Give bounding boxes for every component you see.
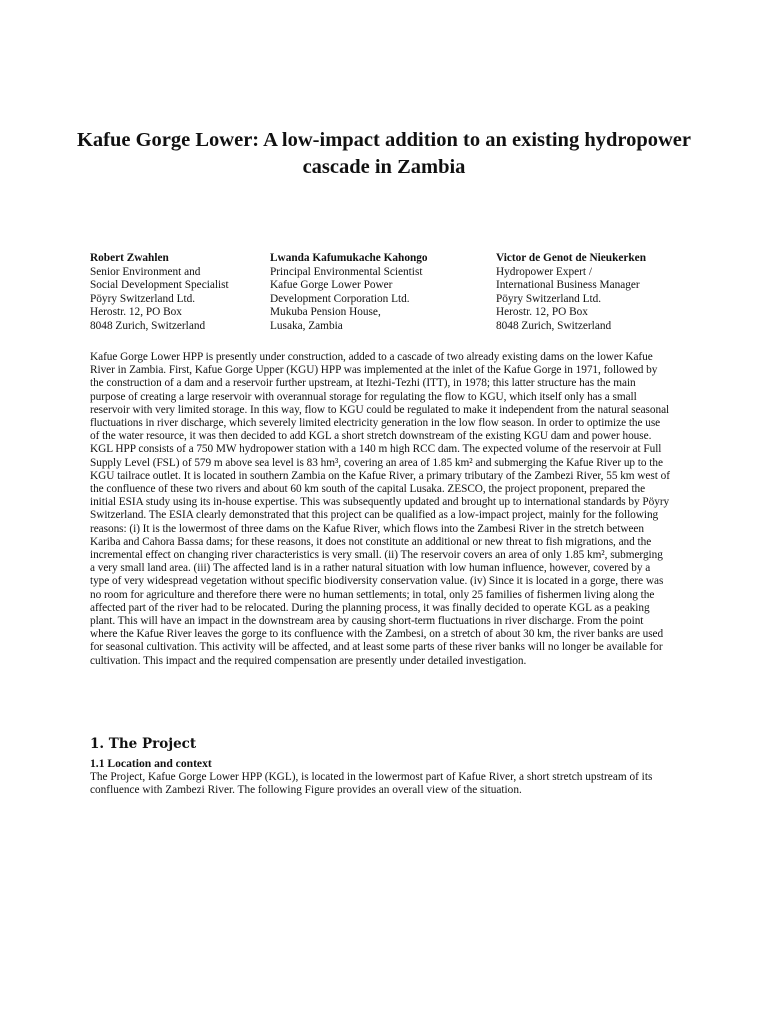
author-affiliation-line: Lusaka, Zambia xyxy=(270,319,343,332)
subsection-heading: 1.1 Location and context xyxy=(90,757,212,770)
author-affiliation-line: 8048 Zurich, Switzerland xyxy=(496,319,612,332)
author-affiliation-line: International Business Manager xyxy=(496,279,640,292)
author-name: Robert Zwahlen xyxy=(90,252,169,264)
author-affiliation-line: Pöyry Switzerland Ltd. xyxy=(496,292,602,305)
author-block xyxy=(90,252,690,334)
author-affiliation-line: Pöyry Switzerland Ltd. xyxy=(90,292,196,305)
author-affiliation-line: Principal Environmental Scientist xyxy=(270,265,423,278)
author-name: Lwanda Kafumukache Kahongo xyxy=(270,252,428,264)
author-affiliation-line: 8048 Zurich, Switzerland xyxy=(90,319,206,332)
author-affiliation-line: Hydropower Expert / xyxy=(496,265,592,278)
author-name: Victor de Genot de Nieukerken xyxy=(496,252,646,264)
section-heading: 1. The Project xyxy=(90,736,197,752)
author-affiliation-line: Mukuba Pension House, xyxy=(270,306,381,319)
author-affiliation-line: Social Development Specialist xyxy=(90,279,229,292)
abstract-paragraph: Kafue Gorge Lower HPP is presently under construction, added to a cascade of two already existing dams on the lower Kafue River in Zambia. First, Kafue Gorge Upper (KGU) HPP was implemented at the inlet of the Kafue Gorge in 1971, followed by the construction of a dam and a reservoir further upstream, at Itezhi-Tezhi (ITT), in 1978; this latter structure has the main purpose of creating a large reservoir with overannual storage for regulating the flow to KGU, which itself only has a small reservoir with very limited storage. In this way, flow to KGU could be regulated to make it independent from the natural seasonal fluctuations in river discharge, which severely limited electricity generation in the low flow season. In order to optimize the use of the water resource, it was then decided to add KGL a short stretch downstream of the existing KGU dam and power house. KGL HPP consists of a 750 MW hydropower station with a 140 m high RCC dam. The expected volume of the reservoir at Full Supply Level (FSL) of 579 m above sea level is 83 hm³, covering an area of 1.85 km² and submerging the Kafue River up to the KGU tailrace outlet. It is located in southern Zambia on the Kafue River, a primary tributary of the Zambezi River, 55 km west of the confluence of these two rivers and about 60 km south of the capital Lusaka. ZESCO, the project proponent, prepared the initial ESIA study using its in-house expertise. This was subsequently updated and brought up to international standards by Pöyry Switzerland. The ESIA clearly demonstrated that this project can be qualified as a low-impact project, mainly for the following reasons: (i) It is the lowermost of three dams on the Kafue River, which flows into the Zambesi River in the stretch between Kariba and Cahora Bassa dams; for these reasons, it does not constitute an additional or new threat to fish migrations, and the incremental effect on changing river characteristics is very small. (ii) The reservoir covers an area of only 1.85 km², submerging a very small land area. (iii) The affected land is in a rather natural situation with low human influence, however, covered by a type of very widespread vegetation without specific biodiversity conservation value. (iv) Since it is located in a gorge, there was no room for agriculture and therefore there were no human settlements; in total, only 25 families of fishermen living along the affected part of the river had to be relocated. During the planning process, it was finally decided to operate KGL as a peaking plant. This will have an impact in the downstream area by causing short-term fluctuations in river discharge. From the point where the Kafue River leaves the gorge to its confluence with the Zambesi, on a stretch of about 30 km, the river banks are used for seasonal cultivation. This activity will be affected, and at least some parts of these river banks will no longer be available for cultivation. This impact and the required compensation are presently under detailed investigation. xyxy=(90,351,670,667)
paper-title: Kafue Gorge Lower: A low-impact addition to an existing hydropower cascade in Zambia xyxy=(76,129,692,178)
subsection-paragraph: The Project, Kafue Gorge Lower HPP (KGL), is located in the lowermost part of Kafue River, a short stretch upstream of its confluence with Zambezi River. The following Figure provides an overall view of the situation. xyxy=(90,771,653,797)
author-robert-zwahlen xyxy=(90,252,270,334)
author-victor-nieukerken xyxy=(496,252,696,334)
author-affiliation-line: Senior Environment and xyxy=(90,265,201,278)
author-affiliation-line: Herostr. 12, PO Box xyxy=(90,306,182,319)
author-lwanda-kahongo xyxy=(270,252,496,334)
author-affiliation-line: Kafue Gorge Lower Power xyxy=(270,279,393,292)
author-affiliation-line: Development Corporation Ltd. xyxy=(270,292,410,305)
author-affiliation-line: Herostr. 12, PO Box xyxy=(496,306,588,319)
